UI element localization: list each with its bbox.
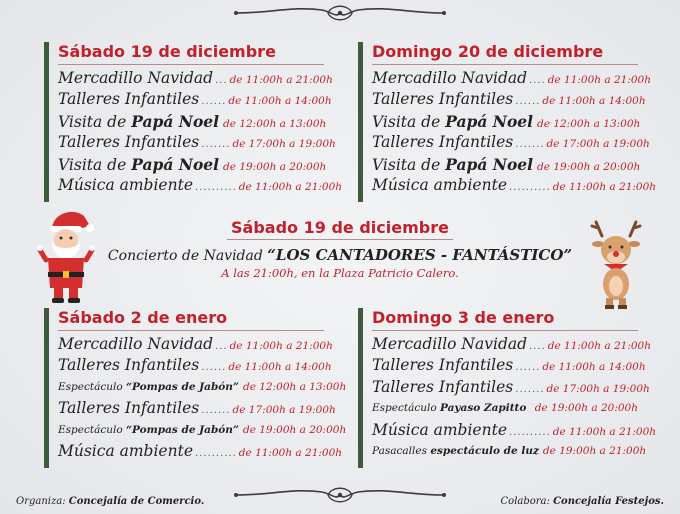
schedule-row (372, 355, 646, 376)
activity-time: de 12:00h a 13:00h (242, 380, 347, 393)
schedule-row (58, 154, 327, 175)
concert-band: “LOS CANTADORES - FANTÁSTICO” (267, 246, 573, 264)
activity-label: Visita de (58, 155, 132, 174)
schedule-row (58, 420, 347, 441)
collaborator-label: Colabora: (500, 496, 554, 507)
schedule-row (58, 132, 336, 153)
activity-time: de 11:00h a 14:00h (228, 95, 332, 108)
leader-dots: .......... (195, 181, 237, 193)
activity-label: Talleres Infantiles (372, 377, 514, 396)
activity-name (372, 334, 527, 355)
activity-time: de 19:00h a 21:00h (542, 444, 647, 457)
activity-time: de 11:00h a 14:00h (542, 361, 646, 374)
block-rows (58, 334, 347, 462)
activity-label: Visita de (372, 112, 446, 131)
schedule-block-dec-19 (44, 40, 343, 204)
activity-name (372, 68, 527, 89)
activity-name (58, 68, 213, 89)
block-rows (372, 334, 657, 462)
schedule-row (372, 398, 638, 419)
schedule-row (58, 89, 332, 110)
activity-name (372, 377, 513, 398)
activity-highlight: Papá Noel (131, 154, 220, 174)
leader-dots: ... (215, 75, 228, 86)
activity-label: Espectáculo (58, 380, 127, 393)
concert-prefix: Concierto de Navidad (107, 248, 268, 264)
activity-name (372, 89, 513, 110)
block-bar (44, 42, 49, 202)
leader-dots: ... (215, 341, 228, 352)
activity-label: Espectáculo (58, 423, 127, 436)
schedule-row (58, 68, 333, 89)
leader-dots: ...... (515, 362, 541, 374)
activity-name (58, 89, 199, 110)
schedule-row (58, 398, 336, 419)
leader-dots: ....... (201, 405, 231, 417)
activity-highlight: Papá Noel (445, 154, 534, 174)
schedule-row (372, 111, 641, 132)
block-heading: Domingo 20 de diciembre (372, 40, 638, 65)
activity-name (58, 132, 199, 153)
block-heading: Domingo 3 de enero (372, 306, 638, 331)
activity-name (58, 111, 219, 133)
schedule-block-jan-3 (358, 306, 657, 470)
schedule-row (58, 175, 343, 196)
activity-name (372, 132, 513, 153)
activity-label: Mercadillo Navidad (372, 335, 528, 353)
activity-label: Talleres Infantiles (58, 133, 200, 152)
activity-label: Pasacalles (372, 444, 431, 457)
activity-name (58, 441, 193, 462)
activity-highlight: Papá Noel (131, 111, 220, 131)
schedule-row (58, 334, 333, 355)
leader-dots: .......... (195, 447, 237, 459)
activity-time: de 11:00h a 21:00h (552, 180, 657, 193)
activity-time: de 19:00h a 20:00h (534, 402, 638, 415)
activity-name (372, 398, 526, 419)
activity-name (372, 355, 513, 376)
activity-highlight: Papá Noel (445, 111, 534, 131)
footer-collaborator (501, 496, 664, 507)
activity-time: de 12:00h a 13:00h (537, 117, 641, 130)
activity-name (58, 154, 219, 176)
leader-dots: .... (529, 75, 546, 86)
activity-time: de 11:00h a 21:00h (547, 340, 652, 352)
schedule-row (372, 441, 647, 462)
activity-label: Música ambiente (372, 420, 507, 439)
activity-name (58, 175, 193, 196)
santa-claus-icon (38, 206, 94, 304)
activity-time: de 19:00h a 20:00h (242, 423, 347, 436)
activity-name (372, 154, 533, 176)
activity-name (58, 398, 199, 419)
activity-name (372, 175, 507, 196)
schedule-row (372, 420, 657, 441)
activity-label: Música ambiente (58, 441, 193, 460)
activity-highlight: Payaso Zapitto (440, 402, 527, 415)
block-bar (358, 42, 363, 202)
ornament-divider-icon (232, 2, 448, 24)
activity-time: de 19:00h a 20:00h (537, 160, 641, 173)
schedule-row (58, 377, 347, 398)
activity-label: Visita de (372, 155, 446, 174)
activity-name (372, 420, 507, 441)
schedule-row (372, 68, 652, 89)
concert-heading: Sábado 19 de diciembre (227, 218, 453, 240)
leader-dots: ....... (515, 139, 545, 151)
activity-time: de 11:00h a 21:00h (552, 425, 657, 438)
activity-time: de 11:00h a 21:00h (238, 446, 343, 459)
concert-location: A las 21:00h, en la Plaza Patricio Calero. (221, 266, 459, 280)
activity-name (58, 355, 199, 376)
leader-dots: ....... (201, 139, 231, 151)
schedule-row (372, 377, 650, 398)
schedule-row (58, 355, 332, 376)
activity-time: de 12:00h a 13:00h (223, 117, 327, 130)
block-bar (44, 308, 49, 468)
activity-label: Mercadillo Navidad (58, 335, 214, 353)
block-rows (372, 68, 657, 196)
schedule-row (58, 441, 343, 462)
activity-label: Talleres Infantiles (372, 356, 514, 375)
schedule-block-dec-20 (358, 40, 657, 204)
block-bar (358, 308, 363, 468)
activity-highlight: espectáculo de luz (430, 444, 539, 457)
footer-organizer (16, 496, 204, 507)
leader-dots: .......... (509, 426, 551, 438)
activity-label: Talleres Infantiles (58, 90, 200, 109)
activity-highlight: “Pompas de Jabón” (126, 423, 239, 436)
activity-label: Talleres Infantiles (372, 133, 514, 152)
block-rows (58, 68, 343, 196)
activity-label: Mercadillo Navidad (372, 69, 528, 87)
leader-dots: ...... (515, 96, 541, 108)
activity-time: de 11:00h a 21:00h (547, 74, 652, 86)
schedule-row (58, 111, 327, 132)
schedule-row (372, 175, 657, 196)
activity-label: Mercadillo Navidad (58, 69, 214, 87)
leader-dots: .......... (509, 181, 551, 193)
activity-name (372, 441, 539, 462)
activity-label: Visita de (58, 112, 132, 131)
activity-highlight: “Pompas de Jabón” (126, 380, 239, 393)
activity-name (58, 334, 213, 355)
leader-dots: ....... (515, 383, 545, 395)
leader-dots: ...... (201, 96, 227, 108)
leader-dots: ...... (201, 362, 227, 374)
activity-time: de 17:00h a 19:00h (546, 382, 650, 395)
activity-time: de 11:00h a 14:00h (228, 361, 332, 374)
organizer-value: Concejalía de Comercio. (68, 496, 205, 507)
activity-label: Talleres Infantiles (372, 90, 514, 109)
activity-time: de 11:00h a 21:00h (238, 180, 343, 193)
block-heading: Sábado 19 de diciembre (58, 40, 324, 65)
activity-name (58, 420, 239, 441)
schedule-block-jan-2 (44, 306, 347, 470)
schedule-row (372, 89, 646, 110)
activity-time: de 17:00h a 19:00h (232, 138, 336, 151)
concert-title (100, 246, 580, 264)
reindeer-icon (588, 214, 644, 310)
concert-announcement (100, 218, 580, 280)
activity-label: Espectáculo (372, 402, 441, 415)
ornament-divider-icon (232, 484, 448, 506)
activity-name (58, 377, 239, 398)
activity-name (372, 111, 533, 133)
activity-time: de 17:00h a 19:00h (232, 404, 336, 417)
activity-time: de 11:00h a 21:00h (229, 340, 333, 352)
activity-label: Música ambiente (58, 175, 193, 194)
activity-time: de 19:00h a 20:00h (223, 160, 327, 173)
leader-dots: .... (529, 341, 546, 352)
activity-time: de 11:00h a 21:00h (229, 74, 333, 86)
activity-label: Música ambiente (372, 175, 507, 194)
collaborator-value: Concejalía Festejos. (553, 496, 664, 507)
activity-label: Talleres Infantiles (58, 399, 200, 418)
activity-label: Talleres Infantiles (58, 356, 200, 375)
schedule-row (372, 154, 641, 175)
activity-time: de 11:00h a 14:00h (542, 95, 646, 108)
organizer-label: Organiza: (16, 496, 69, 507)
activity-time: de 17:00h a 19:00h (546, 138, 650, 151)
schedule-row (372, 132, 650, 153)
block-heading: Sábado 2 de enero (58, 306, 324, 331)
schedule-row (372, 334, 652, 355)
